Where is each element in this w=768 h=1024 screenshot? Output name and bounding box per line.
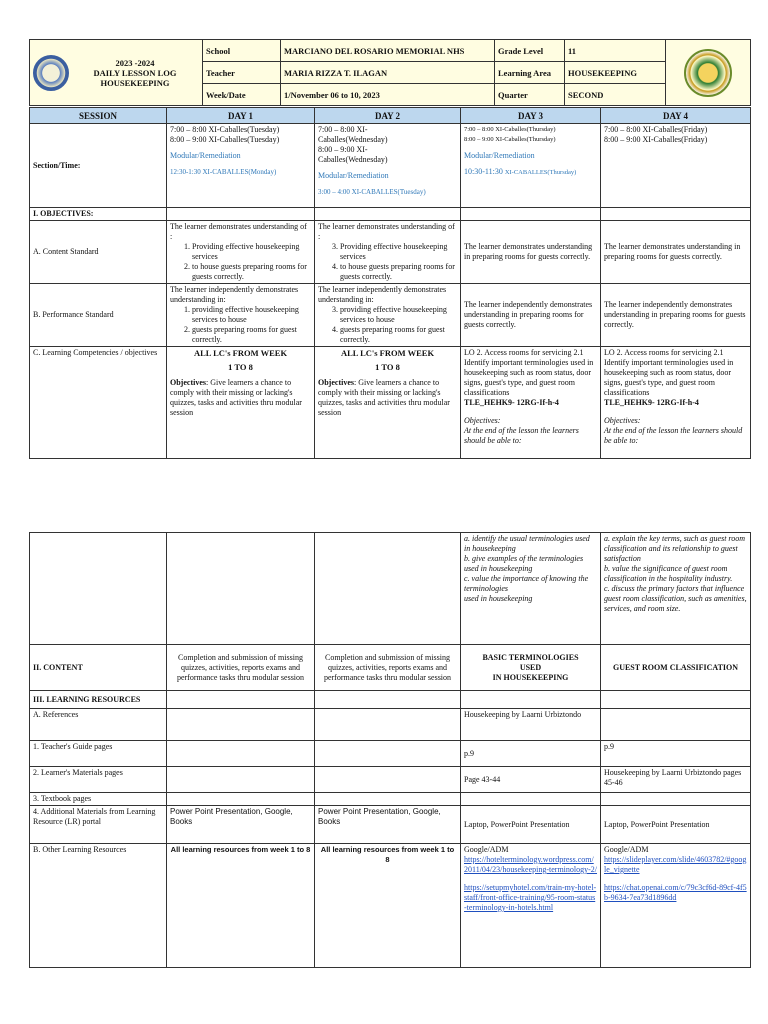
performance-standard-day1: The learner independently demonstrates understanding in: 1. providing effective housekeeping services to house 2. guests preparing rooms for guest correctly. bbox=[167, 284, 315, 347]
competencies-day1: ALL LC's FROM WEEK 1 TO 8 Objectives: Give learners a chance to comply with their missing or lacking's quizzes, tasks and activities thru modular session bbox=[167, 347, 315, 459]
school-seal-cell bbox=[666, 40, 751, 106]
references-label: A. References bbox=[30, 709, 167, 741]
competencies-label: C. Learning Competencies / objectives bbox=[30, 347, 167, 459]
performance-standard-day4: The learner independently demonstrates understanding in preparing rooms for guests correctly. bbox=[601, 284, 751, 347]
additional-materials-day3: Laptop, PowerPoint Presentation bbox=[461, 806, 601, 844]
col-day4: DAY 4 bbox=[601, 108, 751, 124]
additional-materials-day4: Laptop, PowerPoint Presentation bbox=[601, 806, 751, 844]
col-day3: DAY 3 bbox=[461, 108, 601, 124]
school-seal-logo bbox=[684, 49, 732, 97]
teacher-value: MARIA RIZZA T. ILAGAN bbox=[281, 62, 495, 84]
setupmyhotel-link[interactable]: https://setupmyhotel.com/train-my-hotel-staff/front-office-training/95-room-status-terminology-in-hotels.html bbox=[464, 883, 597, 912]
content-label: II. CONTENT bbox=[30, 645, 167, 691]
hotelterminology-link[interactable]: https://hotelterminology.wordpress.com/2011/04/23/housekeeping-terminology-2/ bbox=[464, 855, 598, 874]
dll-table-page1 bbox=[29, 39, 751, 106]
additional-materials-label: 4. Additional Materials from Learning Resource (LR) portal bbox=[30, 806, 167, 844]
textbook-label: 3. Textbook pages bbox=[30, 793, 167, 806]
area-value: HOUSEKEEPING bbox=[565, 62, 666, 84]
content-day3: BASIC TERMINOLOGIES USED IN HOUSEKEEPING bbox=[461, 645, 601, 691]
header-title-cell bbox=[30, 40, 203, 106]
objectives-list-day4: a. explain the key terms, such as guest room classification and its relationship to guest satisfaction b. value the significance of guest room classification in the hospitality industry. c. discuss the primary factors that influence guest room classification, such as amenities, services, and room size. bbox=[601, 533, 751, 645]
content-standard-day1: The learner demonstrates understanding of : 1. Providing effective housekeeping services 2. to house guests preparing rooms for guests correctly. bbox=[167, 221, 315, 284]
performance-standard-label: B. Performance Standard bbox=[30, 284, 167, 347]
additional-materials-day1: Power Point Presentation, Google, Books bbox=[167, 806, 315, 844]
slideplayer-link[interactable]: https://slideplayer.com/slide/4603782/#google_vignette bbox=[604, 855, 747, 874]
learners-materials-day4: Housekeeping by Laarni Urbiztondo pages 45-46 bbox=[601, 767, 751, 793]
chat-openai-link[interactable]: https://chat.openai.com/c/79c3cf6d-89cf-4f5b-9634-7ea73d1896dd bbox=[604, 883, 747, 902]
content-day1: Completion and submission of missing quizzes, activities, reports exams and performance tasks thru modular session bbox=[167, 645, 315, 691]
content-standard-day2: The learner demonstrates understanding of : 3. Providing effective housekeeping services 4. to house guests preparing rooms for guests correctly. bbox=[315, 221, 461, 284]
other-resources-label: B. Other Learning Resources bbox=[30, 844, 167, 968]
performance-standard-day3: The learner independently demonstrates understanding in preparing rooms for guests correctly. bbox=[461, 284, 601, 347]
school-label: School bbox=[203, 40, 281, 62]
content-standard-day3: The learner demonstrates understanding in preparing rooms for guests correctly. bbox=[461, 221, 601, 284]
section-time-day1: 7:00 – 8:00 XI-Caballes(Tuesday) 8:00 – 9:00 XI-Caballes(Tuesday) Modular/Remediation 12:30-1:30 XI-CABALLES(Monday) bbox=[167, 124, 315, 208]
week-value: 1/November 06 to 10, 2023 bbox=[281, 84, 495, 106]
grade-value: 11 bbox=[565, 40, 666, 62]
col-session: SESSION bbox=[30, 108, 167, 124]
objectives-heading: I. OBJECTIVES: bbox=[30, 208, 167, 221]
objectives-list-day3: a. identify the usual terminologies used in housekeeping b. give examples of the terminologies used in housekeeping c. value the importance of knowing the terminologies used in housekeeping bbox=[461, 533, 601, 645]
content-day4: GUEST ROOM CLASSIFICATION bbox=[601, 645, 751, 691]
col-day2: DAY 2 bbox=[315, 108, 461, 124]
performance-standard-day2: The learner independently demonstrates understanding in: 3. providing effective housekeeping services to house 4. guests preparing rooms for guest correctly. bbox=[315, 284, 461, 347]
section-time-day2: 7:00 – 8:00 XI- Caballes(Wednesday) 8:00 – 9:00 XI- Caballes(Wednesday) Modular/Remediation 3:00 – 4:00 XI-CABALLES(Tuesday) bbox=[315, 124, 461, 208]
additional-materials-day2: Power Point Presentation, Google, Books bbox=[315, 806, 461, 844]
week-label: Week/Date bbox=[203, 84, 281, 106]
teachers-guide-label: 1. Teacher's Guide pages bbox=[30, 741, 167, 767]
content-standard-day4: The learner demonstrates understanding in preparing rooms for guests correctly. bbox=[601, 221, 751, 284]
school-value: MARCIANO DEL ROSARIO MEMORIAL NHS bbox=[281, 40, 495, 62]
other-resources-day1: All learning resources from week 1 to 8 bbox=[167, 844, 315, 968]
dll-body-page1 bbox=[29, 107, 751, 459]
other-resources-day4: Google/ADM https://slideplayer.com/slide/4603782/#google_vignette https://chat.openai.com/c/79c3cf6d-89cf-4f5b-9634-7ea73d1896dd bbox=[601, 844, 751, 968]
quarter-label: Quarter bbox=[495, 84, 565, 106]
competencies-day2: ALL LC's FROM WEEK 1 TO 8 Objectives: Give learners a chance to comply with their missing or lacking's quizzes, tasks and activities thru modular session bbox=[315, 347, 461, 459]
teachers-guide-day4: p.9 bbox=[601, 741, 751, 767]
section-time-day3: 7:00 – 8:00 XI-Caballes(Thursday) 8:00 – 9:00 XI-Caballes(Thursday) Modular/Remediation 10:30-11:30 XI-CABALLES(Thursday) bbox=[461, 124, 601, 208]
learners-materials-day3: Page 43-44 bbox=[461, 767, 601, 793]
learners-materials-label: 2. Learner's Materials pages bbox=[30, 767, 167, 793]
grade-label: Grade Level bbox=[495, 40, 565, 62]
school-year: 2023 -2024 bbox=[115, 57, 155, 68]
competencies-day4: LO 2. Access rooms for servicing 2.1 Identify important terminologies used in housekeeping such as room status, door signs, guest's type, and guest room classifications TLE_HEHK9- 12RG-If-h-4 Objectives: At the end of the lesson the learners should be able to: bbox=[601, 347, 751, 459]
section-time-label: Section/Time: bbox=[30, 124, 167, 208]
doc-subject: HOUSEKEEPING bbox=[100, 77, 170, 88]
learning-resources-label: III. LEARNING RESOURCES bbox=[30, 691, 167, 709]
section-time-day4: 7:00 – 8:00 XI-Caballes(Friday) 8:00 – 9:00 XI-Caballes(Friday) bbox=[601, 124, 751, 208]
competencies-day3: LO 2. Access rooms for servicing 2.1 Identify important terminologies used in housekeeping such as room status, door signs, guest's type, and guest room classifications TLE_HEHK9- 12RG-If-h-4 Objectives: At the end of the lesson the learners should be able to: bbox=[461, 347, 601, 459]
content-standard-label: A. Content Standard bbox=[30, 221, 167, 284]
col-day1: DAY 1 bbox=[167, 108, 315, 124]
dll-body-page2 bbox=[29, 532, 751, 968]
deped-seal-logo bbox=[33, 55, 69, 91]
other-resources-day2: All learning resources from week 1 to 8 bbox=[315, 844, 461, 968]
content-day2: Completion and submission of missing quizzes, activities, reports exams and performance tasks thru modular session bbox=[315, 645, 461, 691]
teacher-label: Teacher bbox=[203, 62, 281, 84]
references-day3: Housekeeping by Laarni Urbiztondo bbox=[461, 709, 601, 741]
doc-title: DAILY LESSON LOG bbox=[93, 67, 177, 78]
teachers-guide-day3: p.9 bbox=[461, 741, 601, 767]
area-label: Learning Area bbox=[495, 62, 565, 84]
quarter-value: SECOND bbox=[565, 84, 666, 106]
other-resources-day3: Google/ADM https://hotelterminology.wordpress.com/2011/04/23/housekeeping-terminology-2/ https://setupmyhotel.com/train-my-hotel-staff/front-office-training/95-room-status-terminology-in-hotels.html bbox=[461, 844, 601, 968]
